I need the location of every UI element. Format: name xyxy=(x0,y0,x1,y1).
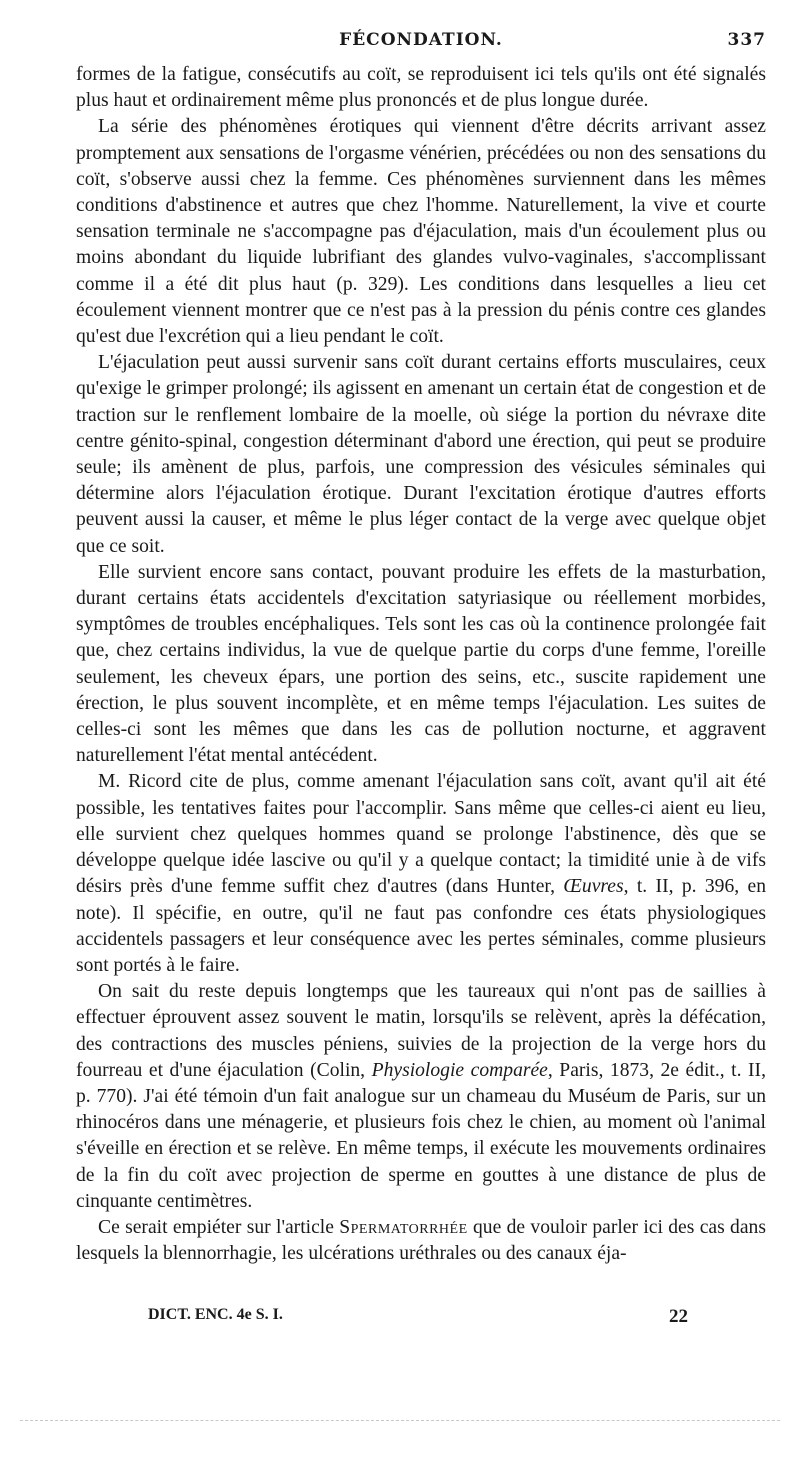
paragraph-5-italic: Œuvres xyxy=(563,876,624,898)
paragraph-7 xyxy=(76,1215,766,1267)
paragraph-6 xyxy=(76,979,766,1215)
paragraph-3: L'éjaculation peut aussi survenir sans coït durant certains efforts musculaires, ceux qu'exige le grimper prolongé; ils agissent en amenant un certain état de congestion et de traction sur le renflement lombaire de la moelle, où siége la portion du névraxe dite centre génito-spinal, congestion déterminant d'abord une érection, qui peut se produire seule; ils amènent de plus, parfois, une compression des vésicules séminales qui détermine alors l'éjaculation érotique. Durant l'excitation érotique d'autres efforts peuvent aussi la causer, et même le plus léger contact de la verge avec quelque objet que ce soit. xyxy=(76,352,766,557)
running-header xyxy=(76,30,766,56)
paragraph-5 xyxy=(76,769,766,979)
page-footer xyxy=(148,1306,688,1330)
paragraph-6-part-2: , Paris, 1873, 2e édit., t. II, p. 770). J'ai été témoin d'un fait analogue sur un chameau du Muséum de Paris, sur un rhinocéros dans une ménagerie, et plusieurs fois chez le chien, au moment où l'animal s'éveille en érection et se relève. En même temps, il exécute les mouvements ordinaires de la fin du coït avec projection de sperme en gouttes à une distance de plus de cinquante centimètres. xyxy=(76,1059,766,1212)
paragraph-1: formes de la fatigue, consécutifs au coït, se reproduisent ici tels qu'ils ont été signalés plus haut et ordinairement même plus prononcés et de plus longue durée. xyxy=(76,64,766,112)
paragraph-7-part-1: Ce serait empiéter sur l'article xyxy=(98,1216,340,1238)
page-number: 337 xyxy=(727,30,766,50)
signature-mark: DICT. ENC. 4e S. I. xyxy=(148,1306,283,1323)
sheet-number: 22 xyxy=(669,1306,688,1327)
paragraph-6-italic: Physiologie comparée xyxy=(371,1059,548,1081)
paragraph-5-part-2: , t. II, p. 396, en note). Il spécifie, en outre, qu'il ne faut pas confondre ces états physiologiques accidentels passagers et leur conséquence avec les pertes séminales, comme plusieurs sont portés à le faire. xyxy=(76,876,766,976)
paragraph-6-part-1: On sait du reste depuis longtemps que les taureaux qui n'ont pas de saillies à effectuer éprouvent assez souvent le matin, lorsqu'ils se relèvent, après la défécation, des contractions des muscles péniens, suivies de la projection de la verge hors du fourreau et d'une éjaculation (Colin, xyxy=(76,981,766,1081)
running-title: FÉCONDATION. xyxy=(339,30,503,50)
paragraph-5-part-1: M. Ricord cite de plus, comme amenant l'éjaculation sans coït, avant qu'il ait été possible, les tentatives faites pour l'accomplir. Sans même que celles-ci aient eu lieu, elle survient chez quelques hommes quand se prolonge l'abstinence, dès que se développe quelque idée lascive ou qu'il y a quelque contact; la timidité unie à de vifs désirs près d'une femme suffit chez d'autres (dans Hunter, xyxy=(76,771,766,898)
scan-edge-line xyxy=(20,1420,780,1421)
paragraph-7-part-2: que de vouloir parler ici des cas dans lesquels la blennorrhagie, les ulcérations uréthrales ou des canaux éja- xyxy=(76,1216,766,1265)
paragraph-7-smallcaps: Spermatorrhée xyxy=(339,1216,468,1238)
paragraph-4: Elle survient encore sans contact, pouvant produire les effets de la masturbation, durant certains états accidentels d'excitation satyriasique ou réellement morbides, symptômes de troubles encéphaliques. Tels sont les cas où la continence prolongée fait que, chez certains individus, la vue de quelque partie du corps d'une femme, l'oreille seulement, les cheveux épars, une portion des seins, etc., suscite rapidement une érection, le plus souvent incomplète, et en même temps l'éjaculation. Les suites de celles-ci sont les mêmes que dans les cas de pollution nocturne, et aggravent naturellement l'état mental antécédent. xyxy=(76,561,766,767)
paragraph-2: La série des phénomènes érotiques qui viennent d'être décrits arrivant assez promptement aux sensations de l'orgasme vénérien, précédées ou non des sensations du coït, s'observe aussi chez la femme. Ces phénomènes surviennent dans les mêmes conditions d'abstinence et autres que chez l'homme. Naturellement, la vive et courte sensation terminale ne s'accompagne pas d'éjaculation, mais d'un écoulement plus ou moins abondant du liquide lubrifiant des glandes vulvo-vaginales, s'accomplissant comme il a été dit plus haut (p. 329). Les conditions dans lesquelles a lieu cet écoulement viennent montrer que ce n'est pas à la pression du pénis contre ces glandes qu'est due l'excrétion qui a lieu pendant le coït. xyxy=(76,116,766,348)
page-body xyxy=(76,62,766,1267)
